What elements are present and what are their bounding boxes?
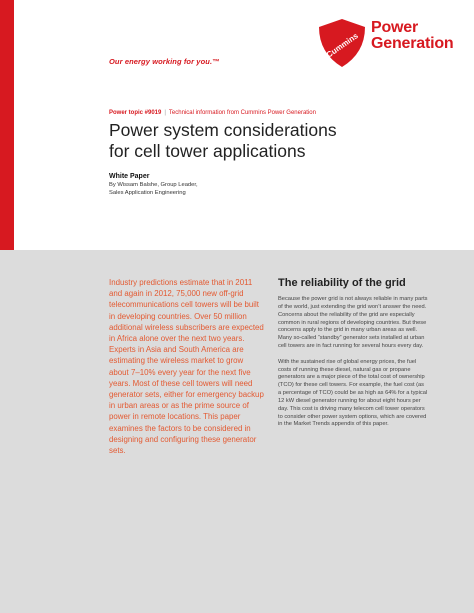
- topic-label: Power topic #9019: [109, 110, 162, 116]
- author-line-2: Sales Application Engineering: [109, 190, 186, 196]
- section-paragraph-2: With the sustained rise of global energy prices, the fuel costs of running these diesel, natural gas or propane generators are a major piece of the total cost of ownership (TCO) for these cell towers. For example, the fuel cost (as a percentage of TCO) could be as high as 64% for a typical 12 kW diesel generator running for about eight hours per day. This cost is driving many telecom cell tower operators to consider other power system options, which are covered in the Market Trends appendix of this paper.: [278, 358, 428, 428]
- logo-line-generation: Generation: [371, 35, 454, 52]
- topic-description: Technical information from Cummins Power Generation: [168, 110, 316, 116]
- topic-separator: |: [164, 110, 166, 116]
- shield-text: Cummins: [324, 31, 360, 60]
- title-line-1: Power system considerations: [109, 120, 337, 140]
- document-meta: [109, 173, 359, 197]
- topic-line: [109, 110, 316, 116]
- red-accent-stripe: [0, 0, 14, 250]
- section-paragraph-1: Because the power grid is not always reliable in many parts of the world, just extending the grid won’t answer the need. Concerns about the reliability of the grid are especially common in rural regions of developing countries. But these concerns apply to the grid in many urban areas as well. Many so-called “standby” generator sets installed at urban cell towers are in fact running for several hours every day.: [278, 296, 428, 350]
- cummins-shield-icon: [317, 18, 367, 68]
- doc-type-label: White Paper: [109, 173, 150, 180]
- logo-line-power: Power: [371, 19, 419, 36]
- section-body: [278, 296, 428, 437]
- page-title: [109, 120, 409, 162]
- intro-paragraph: Industry predictions estimate that in 2011 and again in 2012, 75,000 new off-grid telecommunications cell towers will be built in developing countries. Over 50 million additional wireless subscribers are expected in Africa alone over the next two years. Experts in Asia and South America are estimating the wireless market to grow about 7–10% every year for the next five years. Most of these cell towers will need generator sets, either for emergency backup in urban areas or as the prime source of power in remote locations. This paper examines the factors to be considered in designing and configuring these generator sets.: [109, 278, 264, 456]
- cummins-logo: [317, 18, 467, 68]
- title-line-2: for cell tower applications: [109, 141, 306, 161]
- author-line-1: By Wissam Balshe, Group Leader,: [109, 182, 198, 188]
- logo-wordmark: [371, 20, 453, 52]
- tagline: Our energy working for you.™: [109, 57, 220, 66]
- section-heading: The reliability of the grid: [278, 277, 406, 289]
- author-info: [109, 181, 359, 197]
